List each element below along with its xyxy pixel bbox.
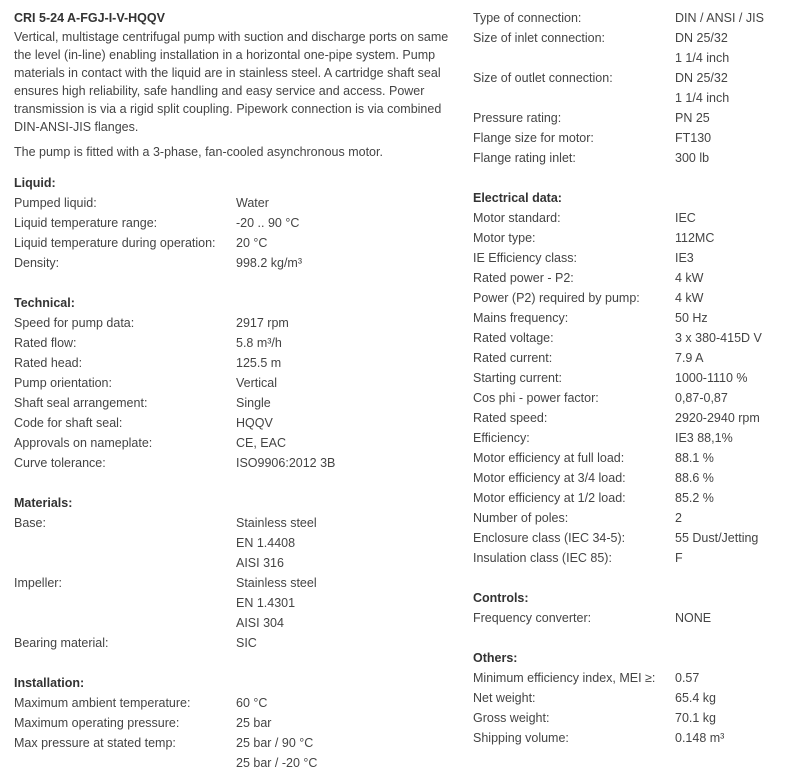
spec-value: PN 25 [675,111,710,125]
spec-row-ie-efficiency-class [473,248,793,268]
spec-value: 112MC [675,231,715,245]
spec-label: Motor efficiency at 1/2 load: [473,491,626,505]
spec-value: CE, EAC [236,436,287,450]
spec-value: 70.1 kg [675,711,717,725]
spec-value: 25 bar [236,716,272,730]
spec-value: 0.148 m³ [675,731,725,745]
spec-label: Rated power - P2: [473,271,574,285]
spec-values [236,353,281,373]
spec-value: AISI 304 [236,616,284,630]
spec-row-pumped-liquid [14,193,454,213]
spec-label: Pump orientation: [14,376,112,390]
spec-values [236,313,289,333]
spec-label: Rated voltage: [473,331,554,345]
spec-values [236,713,271,733]
spec-label: Flange rating inlet: [473,151,576,165]
spec-values [236,213,299,233]
spec-value: EN 1.4301 [236,596,296,610]
left-spec-sections [14,173,454,773]
spec-value: DN 25/32 [675,31,728,45]
spec-value: AISI 316 [236,556,284,570]
spec-label: Base: [14,516,46,530]
spec-values [675,548,683,568]
spec-label: Liquid temperature during operation: [14,236,216,250]
spec-label: Bearing material: [14,636,109,650]
spec-values [236,253,302,273]
spec-section-others [473,648,793,748]
right-column [473,8,793,748]
spec-row-mains-frequency [473,308,793,328]
spec-value: 3 x 380-415D V [675,331,762,345]
spec-values [675,268,703,288]
spec-values [675,28,729,68]
spec-row-cos-phi-power-factor [473,388,793,408]
spec-label: Pumped liquid: [14,196,97,210]
spec-row-minimum-efficiency-index-mei [473,668,793,688]
spec-row-efficiency [473,428,793,448]
spec-row-pump-orientation [14,373,454,393]
spec-row-enclosure-class-iec-34-5 [473,528,793,548]
spec-row-flange-rating-inlet [473,148,793,168]
spec-row-base [14,513,454,573]
spec-value: 85.2 % [675,491,714,505]
spec-row-motor-efficiency-at-full-load [473,448,793,468]
spec-row-motor-standard [473,208,793,228]
spec-value: DIN / ANSI / JIS [675,11,764,25]
spec-values [675,448,714,468]
section-heading: Installation: [14,676,85,690]
spec-value: Stainless steel [236,576,317,590]
spec-row-liquid-temperature-range [14,213,454,233]
spec-row-max-pressure-at-stated-temp [14,733,454,773]
section-gap [14,473,454,493]
spec-row-maximum-operating-pressure [14,713,454,733]
spec-row-number-of-poles [473,508,793,528]
spec-value: 2 [675,511,682,525]
spec-values [236,513,317,573]
spec-label: Shipping volume: [473,731,569,745]
spec-section-electrical-data [473,188,793,568]
spec-row-motor-type [473,228,793,248]
spec-values [675,468,714,488]
spec-section-liquid [14,173,454,273]
spec-value: 55 Dust/Jetting [675,531,759,545]
product-description: Vertical, multistage centrifugal pump with suction and discharge ports on same the level (in-line) enabling installation in a horizontal one-pipe system. Pump materials in contact with the liquid are in stainless steel. A cartridge shaft seal ensures high reliability, safe handling and easy service and access. Power transmission is via a rigid split coupling. Pipework connection is via combined DIN-ANSI-JIS flanges. [14,30,449,134]
spec-values [675,608,711,628]
spec-label: Size of outlet connection: [473,71,613,85]
spec-row-rated-power-p2 [473,268,793,288]
spec-value: 4 kW [675,271,704,285]
spec-row-rated-voltage [473,328,793,348]
spec-value: 1 1/4 inch [675,91,730,105]
spacer [14,161,454,173]
spec-label: Density: [14,256,60,270]
spec-label: Insulation class (IEC 85): [473,551,612,565]
spec-values [236,573,317,633]
spec-value: 125.5 m [236,356,282,370]
spec-label: Rated speed: [473,411,548,425]
spec-value: 998.2 kg/m³ [236,256,303,270]
spec-values [675,308,708,328]
spec-label: Liquid temperature range: [14,216,158,230]
spec-value: DN 25/32 [675,71,728,85]
section-heading: Electrical data: [473,191,562,205]
section-gap [473,628,793,648]
spec-value: IE3 88,1% [675,431,733,445]
spec-label: Mains frequency: [473,311,569,325]
spec-row-density [14,253,454,273]
spec-value: 88.1 % [675,451,714,465]
spec-value: SIC [236,636,257,650]
spec-label: Rated current: [473,351,553,365]
spec-values [675,228,714,248]
spec-section-installation [14,673,454,773]
spec-value: 0.57 [675,671,700,685]
spec-label: Pressure rating: [473,111,562,125]
spec-values [675,488,714,508]
spec-row-insulation-class-iec-85 [473,548,793,568]
spec-value: IE3 [675,251,694,265]
spec-value: 25 bar / -20 °C [236,756,318,770]
motor-note: The pump is fitted with a 3-phase, fan-cooled asynchronous motor. [14,145,383,159]
spec-value: 25 bar / 90 °C [236,736,314,750]
right-spec-sections [473,8,793,748]
spec-value: 2917 rpm [236,316,289,330]
spec-values [675,668,699,688]
spec-values [236,193,269,213]
spec-values [675,208,696,228]
spec-value: ISO9906:2012 3B [236,456,336,470]
spec-label: Max pressure at stated temp: [14,736,176,750]
left-column [14,8,454,773]
spec-value: Water [236,196,269,210]
spec-values [236,453,335,473]
spec-values [675,508,682,528]
spec-value: 50 Hz [675,311,708,325]
spec-values [675,408,760,428]
spec-values [236,413,273,433]
spec-values [675,428,733,448]
spec-values [675,8,764,28]
spec-label: Minimum efficiency index, MEI ≥: [473,671,656,685]
spec-label: Approvals on nameplate: [14,436,153,450]
spec-row-gross-weight [473,708,793,728]
spec-row-impeller [14,573,454,633]
spec-row-shaft-seal-arrangement [14,393,454,413]
spec-label: Size of inlet connection: [473,31,606,45]
spec-value: HQQV [236,416,273,430]
spec-label: Motor efficiency at 3/4 load: [473,471,626,485]
spec-row-rated-current [473,348,793,368]
spec-row-rated-head [14,353,454,373]
section-heading: Technical: [14,296,75,310]
spec-row-motor-efficiency-at-3-4-load [473,468,793,488]
spec-label: Net weight: [473,691,536,705]
spec-values [675,368,748,388]
spec-label: Impeller: [14,576,62,590]
spec-value: 20 °C [236,236,268,250]
spec-row-motor-efficiency-at-1-2-load [473,488,793,508]
spec-row-rated-speed [473,408,793,428]
spec-label: Motor type: [473,231,536,245]
spec-row-type-of-connection [473,8,793,28]
spec-label: Cos phi - power factor: [473,391,599,405]
product-title: CRI 5-24 A-FGJ-I-V-HQQV [14,11,165,25]
spec-value: 0,87-0,87 [675,391,728,405]
spec-row-rated-flow [14,333,454,353]
spec-row-curve-tolerance [14,453,454,473]
spec-values [675,148,709,168]
spec-row-liquid-temperature-during-operation [14,233,454,253]
spec-label: Frequency converter: [473,611,592,625]
spec-value: Single [236,396,271,410]
spec-values [675,348,704,368]
spec-label: Rated head: [14,356,83,370]
spec-values [236,693,267,713]
spec-label: Enclosure class (IEC 34-5): [473,531,626,545]
spec-label: Rated flow: [14,336,77,350]
spec-row-speed-for-pump-data [14,313,454,333]
spec-values [675,288,703,308]
spec-values [675,68,729,108]
spec-values [236,733,317,773]
spec-row-size-of-outlet-connection [473,68,793,108]
spec-value: 300 lb [675,151,710,165]
spec-values [675,528,758,548]
spec-row-power-p2-required-by-pump [473,288,793,308]
spec-label: Maximum ambient temperature: [14,696,191,710]
spec-row-bearing-material [14,633,454,653]
spec-values [675,388,728,408]
spec-label: Flange size for motor: [473,131,594,145]
spec-label: Curve tolerance: [14,456,106,470]
spec-value: 1000-1110 % [675,371,748,385]
spec-values [675,708,716,728]
spec-value: NONE [675,611,712,625]
spec-value: IEC [675,211,696,225]
spec-label: Code for shaft seal: [14,416,123,430]
spec-values [236,633,257,653]
section-heading: Liquid: [14,176,56,190]
section-gap [14,273,454,293]
spec-row-pressure-rating [473,108,793,128]
spec-value: EN 1.4408 [236,536,296,550]
spec-value: FT130 [675,131,712,145]
spec-label: Speed for pump data: [14,316,135,330]
spec-label: Number of poles: [473,511,569,525]
spec-value: 7.9 A [675,351,704,365]
spec-values [675,108,710,128]
spec-row-maximum-ambient-temperature [14,693,454,713]
spec-row-net-weight [473,688,793,708]
section-heading: Materials: [14,496,73,510]
spec-value: 1 1/4 inch [675,51,730,65]
spec-label: Shaft seal arrangement: [14,396,148,410]
spec-row-frequency-converter [473,608,793,628]
spec-row-flange-size-for-motor [473,128,793,148]
spec-row-code-for-shaft-seal [14,413,454,433]
spec-row-approvals-on-nameplate [14,433,454,453]
section-gap [473,568,793,588]
spec-label: Gross weight: [473,711,550,725]
spec-row-shipping-volume [473,728,793,748]
spec-value: 65.4 kg [675,691,717,705]
section-gap [473,168,793,188]
spec-label: Maximum operating pressure: [14,716,180,730]
spec-value: F [675,551,683,565]
spec-row-starting-current [473,368,793,388]
spec-value: 4 kW [675,291,704,305]
spec-value: 60 °C [236,696,268,710]
spec-value: 5.8 m³/h [236,336,282,350]
spec-label: Starting current: [473,371,562,385]
spec-values [675,128,711,148]
spec-label: Type of connection: [473,11,582,25]
spec-label: Efficiency: [473,431,530,445]
spec-value: 88.6 % [675,471,714,485]
spec-values [236,433,286,453]
spec-section-materials [14,493,454,653]
spec-values [675,728,724,748]
spec-label: Motor standard: [473,211,561,225]
spec-label: Power (P2) required by pump: [473,291,640,305]
spec-label: Motor efficiency at full load: [473,451,625,465]
spec-label: IE Efficiency class: [473,251,577,265]
spec-value: -20 .. 90 °C [236,216,300,230]
spec-row-size-of-inlet-connection [473,28,793,68]
section-gap [14,653,454,673]
spec-values [236,373,277,393]
spec-values [675,248,694,268]
spec-section-general [473,8,793,168]
spec-section-controls [473,588,793,628]
spec-values [675,688,716,708]
spec-values [236,333,282,353]
spec-value: Stainless steel [236,516,317,530]
spec-value: 2920-2940 rpm [675,411,760,425]
spec-values [236,233,267,253]
spec-section-technical [14,293,454,473]
spec-values [675,328,762,348]
section-heading: Controls: [473,591,529,605]
section-heading: Others: [473,651,518,665]
spec-value: Vertical [236,376,277,390]
spec-values [236,393,271,413]
